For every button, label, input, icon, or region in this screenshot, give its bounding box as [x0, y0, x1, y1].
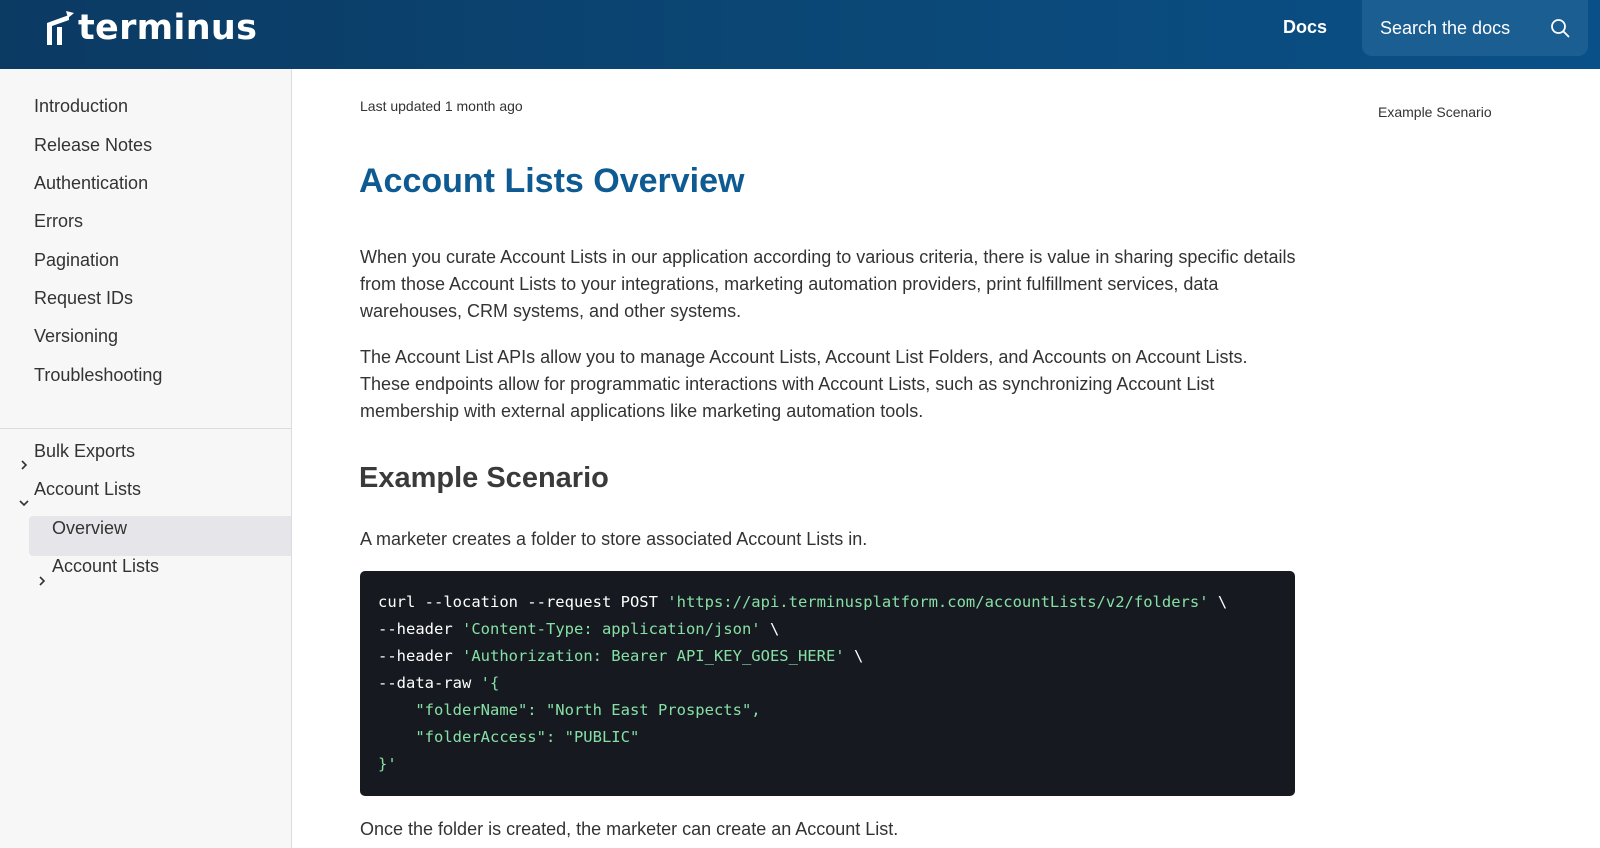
sidebar-subitem-overview[interactable]: Overview — [52, 518, 128, 538]
code-token: \ — [760, 620, 780, 638]
section-title: Example Scenario — [359, 462, 609, 494]
code-line — [378, 616, 1277, 643]
code-line — [378, 724, 1277, 751]
code-token: "folderAccess": "PUBLIC" — [378, 728, 640, 746]
sidebar-group-bulk-exports[interactable]: Bulk Exports — [34, 441, 136, 461]
code-token: }' — [378, 755, 397, 773]
code-line — [378, 751, 1277, 778]
sidebar-item-introduction[interactable]: Introduction — [34, 96, 129, 116]
logo-wordmark: terminus — [78, 7, 258, 48]
code-token: curl --location --request POST — [378, 593, 668, 611]
sidebar — [0, 69, 292, 848]
code-line — [378, 670, 1277, 697]
sidebar-item-authentication[interactable]: Authentication — [34, 173, 149, 193]
last-updated: Last updated 1 month ago — [360, 98, 523, 114]
api-paragraph: The Account List APIs allow you to manage Account Lists, Account List Folders, and Accounts on Account Lists. These endpoints allow for programmatic interactions with Account Lists, such as synchronizing Account List membership with external applications like marketing automation tools. — [360, 347, 1248, 421]
code-token: --header — [378, 620, 462, 638]
sidebar-group-account-lists[interactable]: Account Lists — [34, 479, 142, 499]
sidebar-divider — [0, 428, 291, 429]
sidebar-item-pagination[interactable]: Pagination — [34, 250, 120, 270]
search-box[interactable] — [1362, 0, 1588, 56]
after-code-paragraph: Once the folder is created, the marketer can create an Account List. — [360, 819, 899, 839]
sidebar-subitem-account-lists[interactable]: Account Lists — [52, 556, 160, 576]
sidebar-item-request-ids[interactable]: Request IDs — [34, 288, 134, 308]
code-token: 'Content-Type: application/json' — [462, 620, 761, 638]
sidebar-item-errors[interactable]: Errors — [34, 211, 83, 231]
code-block[interactable] — [360, 571, 1295, 796]
code-token: '{ — [480, 674, 500, 692]
code-token: \ — [844, 647, 864, 665]
search-input[interactable] — [1380, 18, 1540, 39]
top-header — [0, 0, 1600, 69]
code-token: 'https://api.terminusplatform.com/accountLists/v2/folders' — [667, 593, 1209, 611]
sidebar-item-versioning[interactable]: Versioning — [34, 326, 119, 346]
sidebar-item-release-notes[interactable]: Release Notes — [34, 135, 153, 155]
terminus-logo[interactable] — [42, 6, 257, 50]
scenario-paragraph: A marketer creates a folder to store associated Account Lists in. — [360, 529, 868, 549]
code-line — [378, 589, 1277, 616]
chevron-right-icon[interactable] — [18, 459, 30, 471]
code-token: 'Authorization: Bearer API_KEY_GOES_HERE' — [462, 647, 845, 665]
chevron-down-icon[interactable] — [18, 497, 30, 509]
code-token: \ — [1208, 593, 1228, 611]
search-icon[interactable] — [1550, 18, 1570, 38]
toc-item-example-scenario[interactable]: Example Scenario — [1378, 104, 1492, 120]
docs-link[interactable]: Docs — [1283, 17, 1328, 37]
page-title: Account Lists Overview — [359, 162, 745, 200]
code-token: --header — [378, 647, 462, 665]
code-line — [378, 643, 1277, 670]
chevron-right-icon[interactable] — [36, 575, 48, 587]
code-line — [378, 697, 1277, 724]
intro-paragraph: When you curate Account Lists in our application according to various criteria, there is value in sharing specific details from those Account Lists to your integrations, marketing automation providers, print fulfillment services, data warehouses, CRM systems, and other systems. — [360, 247, 1296, 321]
code-token: "folderName": "North East Prospects", — [378, 701, 761, 719]
terminus-logo-icon — [42, 9, 76, 47]
code-token: --data-raw — [378, 674, 481, 692]
sidebar-item-troubleshooting[interactable]: Troubleshooting — [34, 365, 163, 385]
